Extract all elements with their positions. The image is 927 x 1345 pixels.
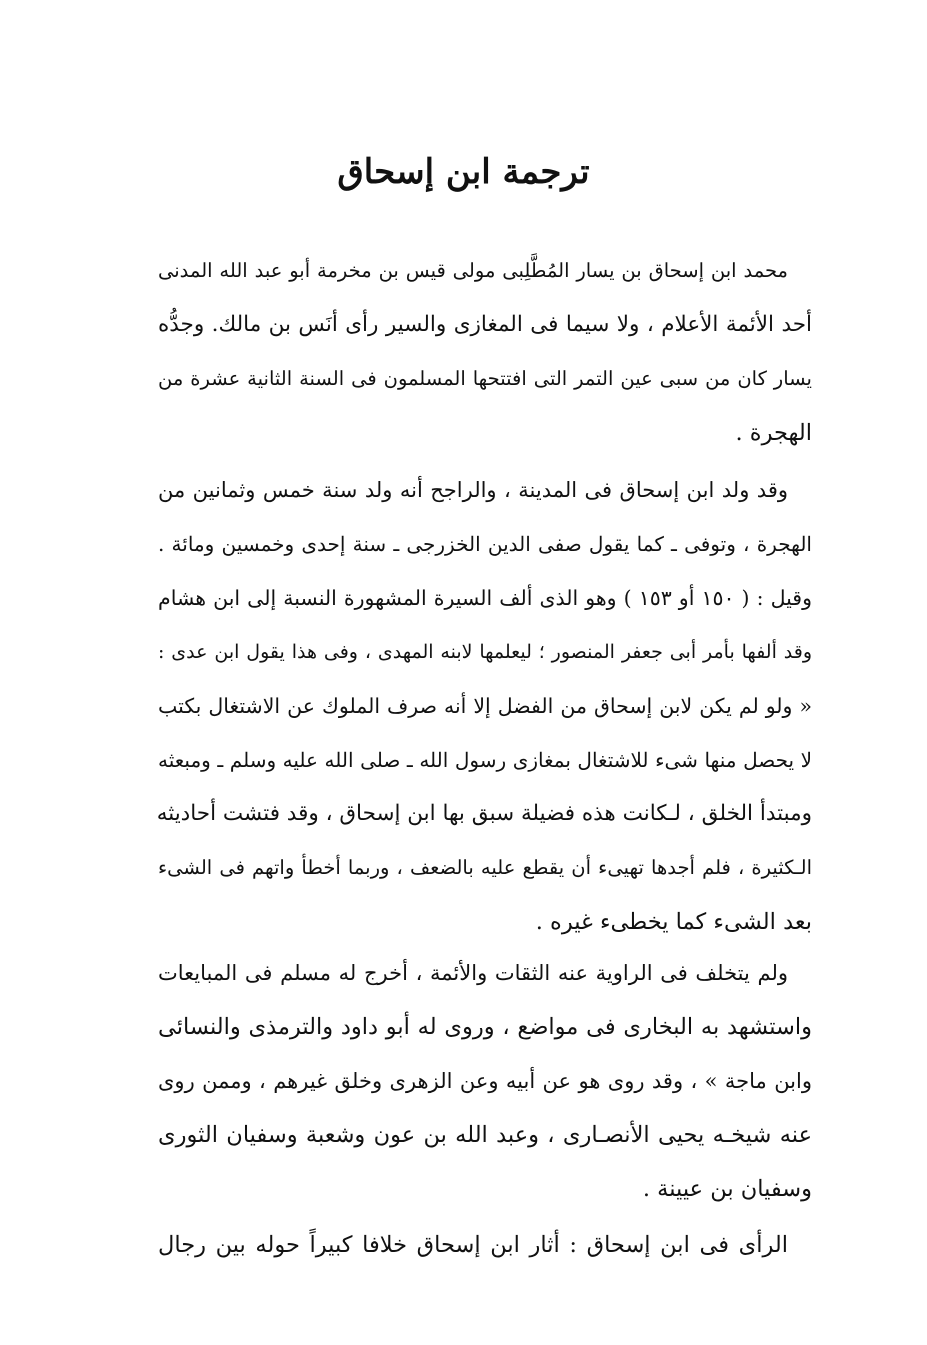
text-line: أحد الأئمة الأعلام ، ولا سيما فى المغازى والسير رأى أنَس بن مالك. وجدُّه (158, 312, 812, 337)
text-line: الهجرة . (735, 420, 812, 446)
text-line: ومبتدأ الخلق ، لـكانت هذه فضيلة سبق بها ابن إسحاق ، وقد فتشت أحاديثه (156, 801, 812, 826)
text-line: وقيل : ( ١٥٠ أو ١٥٣ ) وهو الذى ألف السيرة المشهورة النسبة إلى ابن هشام (158, 586, 812, 610)
text-line: واستشهد به البخارى فى مواضع ، وروى له أبو داود والترمذى والنسائى (158, 1014, 812, 1040)
paragraph-birth-death (158, 463, 812, 949)
text-line: ولم يتخلف فى الراوية عنه الثقات والأئمة ، أخرج له مسلم فى المبايعات (158, 961, 788, 985)
paragraph-narrators (158, 946, 812, 1216)
text-line: لا يحصل منها شىء للاشتغال بمغازى رسول الله ـ صلى الله عليه وسلم ـ ومبعثه (158, 748, 812, 772)
text-line: الرأى فى ابن إسحاق : أثار ابن إسحاق خلافا كبيراً حوله بين رجال (158, 1232, 788, 1258)
text-line: وقد ألفها بأمر أبى جعفر المنصور ؛ ليعلمها لابنه المهدى ، وفى هذا يقول ابن عدى : (158, 641, 812, 663)
text-line: بعد الشىء كما يخطىء غيره . (535, 909, 812, 935)
text-line: وابن ماجة » ، وقد روى هو عن أبيه وعن الزهرى وخلق غيرهم ، وممن روى (158, 1069, 812, 1093)
paragraph-opinion (158, 1218, 812, 1272)
text-line: « ولو لم يكن لابن إسحاق من الفضل إلا أنه صرف الملوك عن الاشتغال بكتب (158, 694, 812, 718)
text-line: محمد ابن إسحاق بن يسار المُطَّلِبى مولى قيس بن مخرمة أبو عبد الله المدنى (158, 259, 788, 282)
paragraph-biography-intro (158, 244, 812, 460)
text-line: الـكثيرة ، فلم أجدها تهيىء أن يقطع عليه بالضعف ، وربما أخطأ واتهم فى الشىء (158, 856, 812, 879)
page-title: ترجمة ابن إسحاق (337, 152, 590, 192)
text-line: يسار كان من سبى عين التمر التى افتتحها المسلمون فى السنة الثانية عشرة من (158, 367, 812, 390)
text-line: عنه شيخـه يحيى الأنصـارى ، وعبد الله بن عون وشعبة وسفيان الثورى (158, 1122, 812, 1148)
text-line: وقد ولد ابن إسحاق فى المدينة ، والراجح أنه ولد سنة خمس وثمانين من (158, 478, 788, 502)
text-line: الهجرة ، وتوفى ـ كما يقول صفى الدين الخزرجى ـ سنة إحدى وخمسين ومائة . (158, 532, 812, 556)
text-line: وسفيان بن عيينة . (642, 1176, 812, 1202)
